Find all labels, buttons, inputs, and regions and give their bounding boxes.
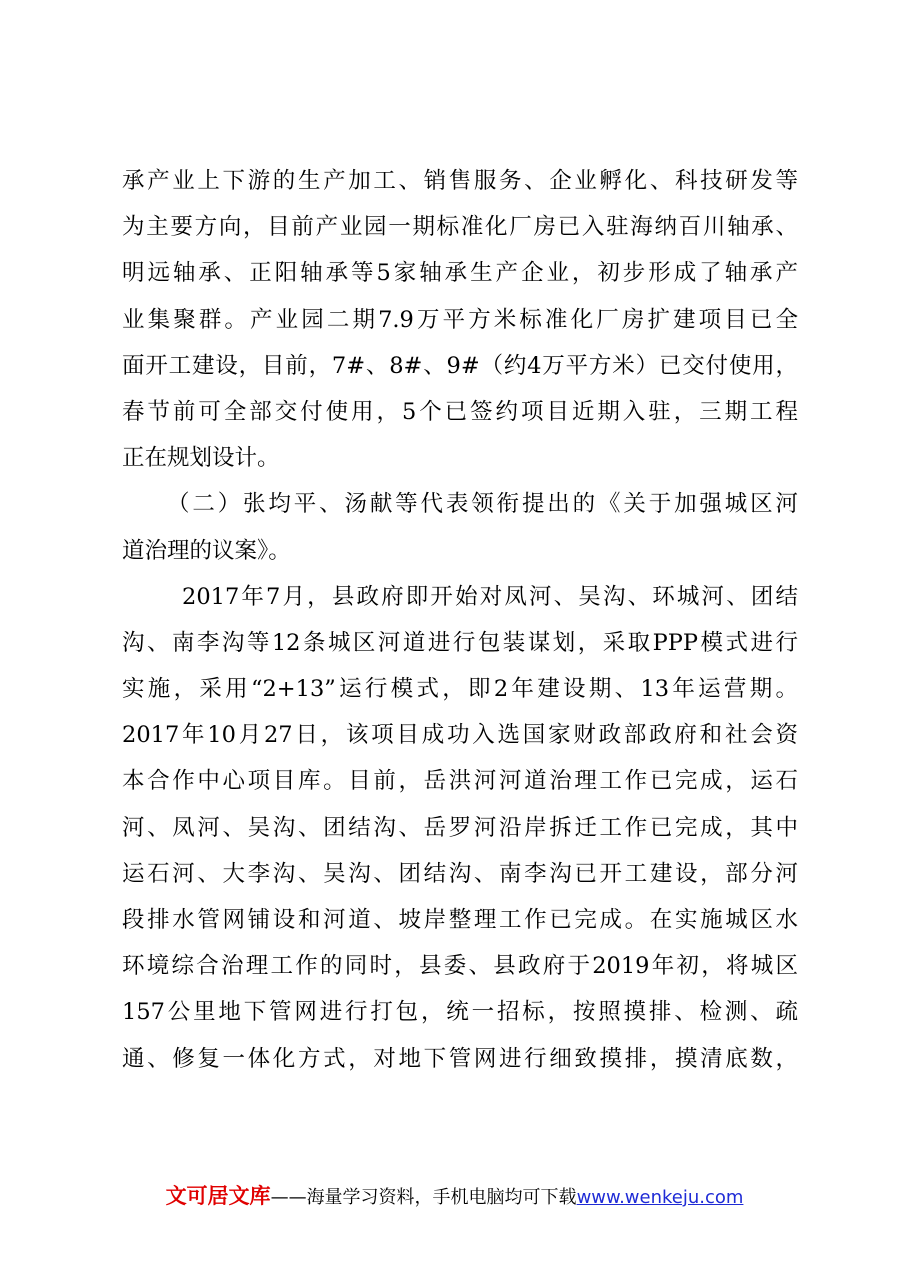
paragraph-3-line-11: 通、修复一体化方式，对地下管网进行细致摸排，摸清底数，: [122, 1045, 798, 1072]
paragraph-3-line-7: 运石河、大李沟、吴沟、团结沟、南李沟已开工建设，部分河: [122, 860, 798, 887]
footer-banner: [0, 1180, 909, 1210]
document-body: [122, 158, 798, 1082]
paragraph-3-line-10: 157公里地下管网进行打包，统一招标，按照摸排、检测、疏: [122, 999, 798, 1026]
paragraph-1-line-3: 明远轴承、正阳轴承等5家轴承生产企业，初步形成了轴承产: [122, 260, 798, 287]
paragraph-3-line-3: 实施，采用“2+13”运行模式，即2年建设期、13年运营期。: [122, 676, 798, 703]
paragraph-3-line-9: 环境综合治理工作的同时，县委、县政府于2019年初，将城区: [122, 953, 798, 980]
paragraph-3-line-4: 2017年10月27日，该项目成功入选国家财政部政府和社会资: [122, 722, 798, 749]
paragraph-1-line-1: 承产业上下游的生产加工、销售服务、企业孵化、科技研发等: [122, 168, 798, 194]
section-heading-line-2: 道治理的议案》。: [122, 537, 291, 564]
footer-url-link[interactable]: www.wenkeju.com: [576, 1187, 744, 1208]
footer-brand: 文可居文库: [165, 1184, 271, 1208]
paragraph-3-line-6: 河、凤河、吴沟、团结沟、岳罗河沿岸拆迁工作已完成，其中: [122, 814, 798, 841]
paragraph-1-line-5: 面开工建设，目前，7#、8#、9#（约4万平方米）已交付使用，: [122, 352, 798, 379]
paragraph-1-line-2: 为主要方向，目前产业园一期标准化厂房已入驻海纳百川轴承、: [122, 214, 798, 241]
footer-tagline: ——海量学习资料，手机电脑均可下载: [270, 1187, 577, 1208]
paragraph-1-line-6: 春节前可全部交付使用，5个已签约项目近期入驻，三期工程: [122, 398, 798, 425]
paragraph-3-line-8: 段排水管网铺设和河道、坡岸整理工作已完成。在实施城区水: [122, 907, 798, 933]
paragraph-3-line-2: 沟、南李沟等12条城区河道进行包装谋划，采取PPP模式进行: [122, 629, 798, 656]
section-heading-line-1: （二）张均平、汤献等代表领衔提出的《关于加强城区河: [167, 491, 798, 518]
paragraph-1-line-7: 正在规划设计。: [122, 445, 280, 472]
paragraph-1-line-4: 业集聚群。产业园二期7.9万平方米标准化厂房扩建项目已全: [122, 306, 798, 333]
paragraph-3-line-5: 本合作中心项目库。目前，岳洪河河道治理工作已完成，运石: [122, 768, 798, 795]
paragraph-3-line-1: 2017年7月，县政府即开始对凤河、吴沟、环城河、团结: [182, 583, 798, 610]
